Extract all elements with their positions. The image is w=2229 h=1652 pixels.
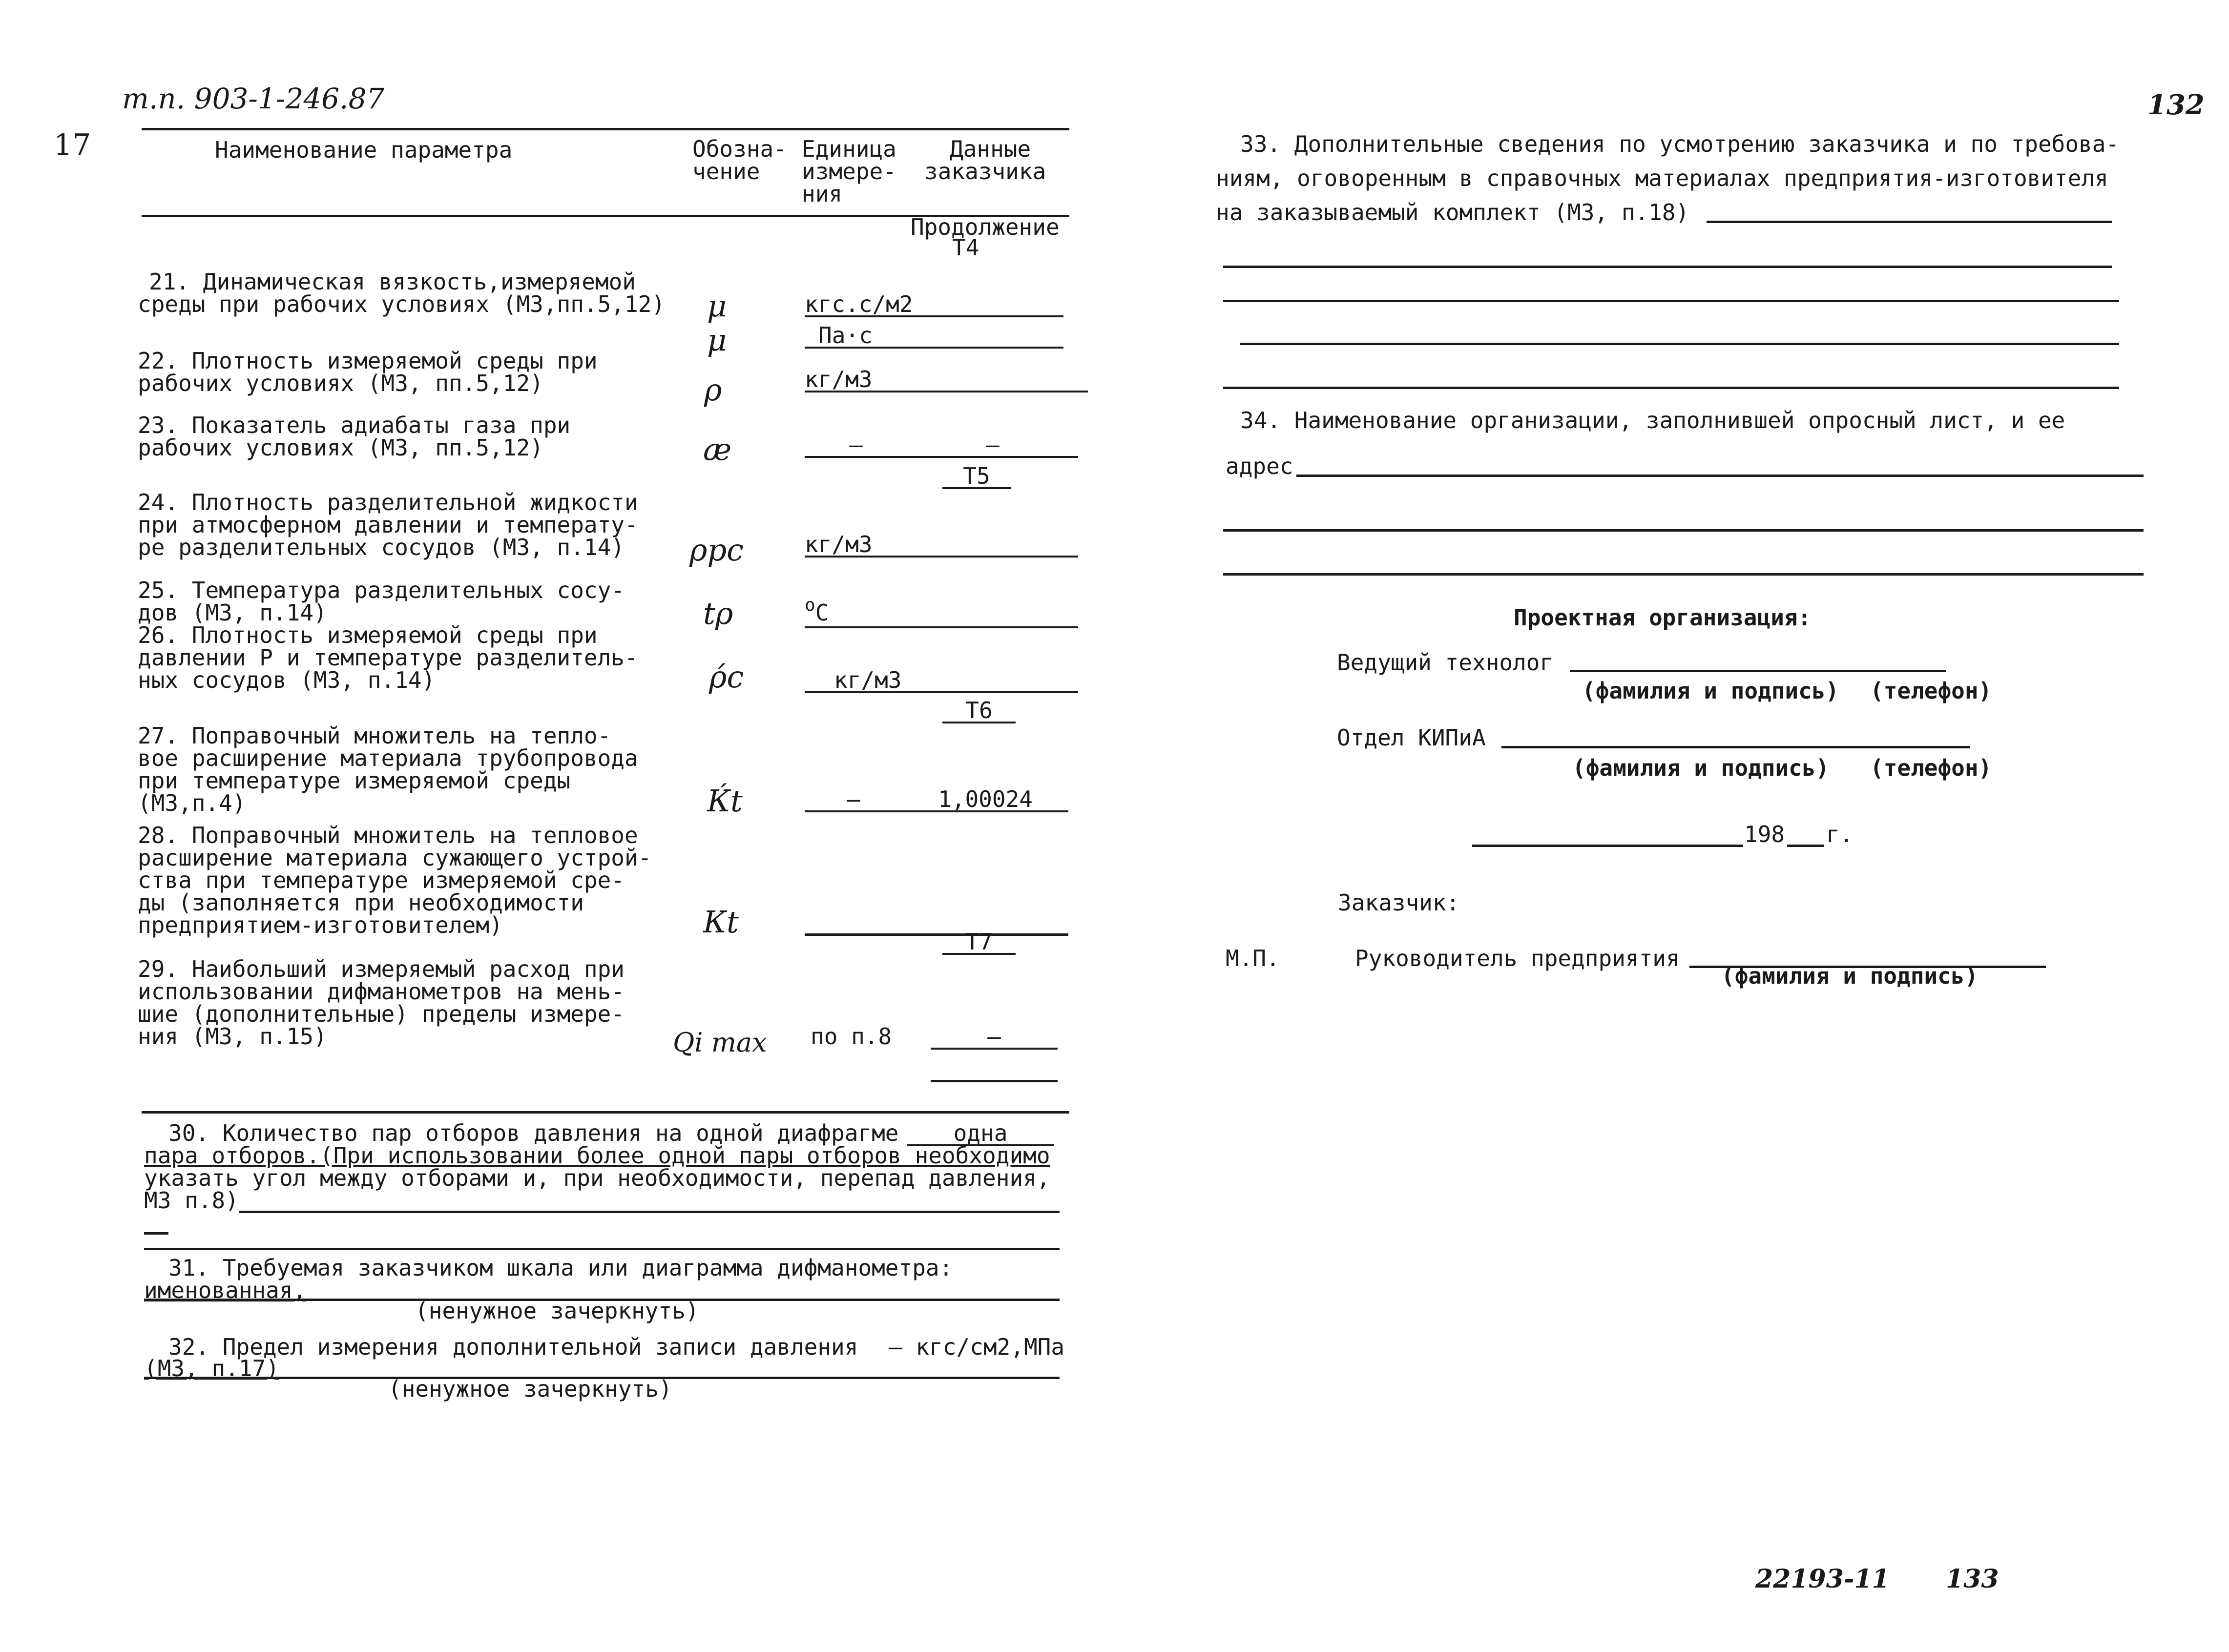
item-33-fill-line-5	[1223, 387, 2119, 389]
col-header-unit-3: ния	[802, 181, 843, 207]
item-28-line-3: ства при температуре измеряемой сре-	[138, 867, 625, 893]
item-28-line-4: ды (заполняется при необходимости	[138, 889, 584, 916]
item-27-line-2: вое расширение материала трубопровода	[138, 745, 638, 771]
item-34-fill-line-2	[1223, 529, 2144, 532]
item-24-symbol: ρрс	[689, 532, 744, 568]
item-32-line-1: 32. Предел измерения дополнительной записи давления	[168, 1334, 858, 1360]
item-21-unit-1: кгс.с/м2	[805, 293, 1063, 317]
table-tag-t5: Т5	[942, 465, 1011, 489]
item-22-line-1: 22. Плотность измеряемой среды при	[138, 348, 598, 374]
item-30-fill-line-2	[144, 1248, 1060, 1250]
item-34-fill-line-3	[1223, 573, 2144, 576]
table-tag-t7: Т7	[942, 930, 1016, 955]
item-31-note: (ненужное зачеркнуть)	[415, 1298, 699, 1324]
item-26-line-1: 26. Плотность измеряемой среды при	[138, 622, 598, 648]
item-32-value: – кгс/см2,МПа	[889, 1334, 1065, 1360]
date-line	[1472, 845, 1743, 847]
item-25-line-2: дов (М3, п.14)	[138, 599, 327, 626]
lead-technologist-line	[1570, 670, 1946, 672]
item-34-line-1: 34. Наименование организации, заполнившей опросный лист, и ее	[1240, 407, 2065, 434]
item-34-line-2: адрес	[1226, 453, 1293, 479]
item-29-line-1: 29. Наибольший измеряемый расход при	[138, 956, 625, 982]
stamp-label: М.П.	[1226, 945, 1280, 971]
table-tag-t6: Т6	[942, 699, 1016, 723]
item-25-symbol: tρ	[703, 596, 733, 631]
degree-mark: о	[805, 595, 815, 615]
item-28-symbol: Кt	[703, 904, 739, 940]
col-header-customer-1: Данные	[950, 136, 1031, 162]
kip-dept-line	[1501, 746, 1970, 748]
item-33-line-3: на заказываемый комплект (М3, п.18)	[1216, 199, 1689, 226]
item-33-line-2: ниям, оговоренным в справочных материалах предприятия-изготовителя	[1216, 165, 2108, 191]
item-33-fill-line-2	[1223, 266, 2112, 268]
kip-dept-sign-caption: (фамилия и подпись)	[1572, 755, 1830, 781]
item-32-line-2: (М3, п.17)	[144, 1355, 279, 1382]
item-27-line-3: при температуре измеряемой среды	[138, 767, 571, 794]
lead-technologist-sign-caption: (фамилия и подпись)	[1582, 678, 1839, 704]
item-23-value: –	[907, 434, 1078, 458]
item-26-unit: кг/м3	[805, 669, 1078, 693]
item-29-extra-line	[931, 1080, 1058, 1082]
item-29-value: –	[931, 1025, 1058, 1050]
item-28-line-5: предприятием-изготовителем)	[138, 912, 503, 938]
table-top-rule	[142, 128, 1069, 130]
year-line	[1787, 845, 1824, 847]
item-32-note: (ненужное зачеркнуть)	[388, 1376, 672, 1402]
footer-code: 22193-11	[1755, 1564, 1890, 1594]
item-30-line-3: указать угол между отборами и, при необходимости, перепад давления,	[144, 1165, 1050, 1191]
item-29-line-2: использовании дифманометров на мень-	[138, 978, 625, 1005]
col-header-symbol-1: Обозна-	[692, 136, 787, 162]
item-27-unit: –	[805, 788, 902, 812]
item-25-unit-letter: С	[815, 599, 829, 626]
kip-dept-phone-caption: (телефон)	[1870, 755, 1992, 781]
table-bottom-rule	[142, 1111, 1069, 1114]
document-code: т.п. 903-1-246.87	[122, 82, 385, 115]
item-29-symbol: Qi max	[673, 1027, 767, 1058]
item-27-line-1: 27. Поправочный множитель на тепло-	[138, 723, 611, 749]
item-33-fill-line-1	[1707, 221, 2112, 223]
col-header-customer-2: заказчика	[924, 158, 1046, 185]
col-header-unit-1: Единица	[802, 136, 896, 162]
item-25-unit	[805, 595, 1078, 628]
item-31-line-1: 31. Требуемая заказчиком шкала или диаграмма дифманометра:	[168, 1255, 953, 1281]
item-28-value-line	[805, 933, 1068, 936]
item-24-line-3: ре разделительных сосудов (М3, п.14)	[138, 534, 625, 560]
continuation-label: Продолжение	[911, 214, 1060, 240]
lead-technologist-label: Ведущий технолог	[1337, 649, 1554, 676]
item-33-fill-line-3	[1223, 300, 2119, 302]
item-33-line-1: 33. Дополнительные сведения по усмотрению заказчика и по требова-	[1240, 131, 2120, 157]
item-30-line-4: М3 п.8)	[144, 1187, 239, 1214]
item-23-line-2: рабочих условиях (М3, пп.5,12)	[138, 434, 543, 461]
item-30-line-2: пара отборов.(При использовании более одной пары отборов необходимо	[144, 1142, 1050, 1169]
item-26-line-2: давлении Р и температуре разделитель-	[138, 644, 638, 671]
head-sign-caption: (фамилия и подпись)	[1721, 963, 1979, 989]
item-21-symbol-2: μ	[707, 322, 727, 358]
page-number: 132	[2147, 89, 2205, 121]
item-28-line-2: расширение материала сужающего устрой-	[138, 845, 652, 871]
item-33-fill-line-4	[1240, 343, 2119, 345]
item-27-symbol: Ќt	[707, 783, 743, 819]
item-25-line-1: 25. Температура разделительных сосу-	[138, 577, 625, 603]
item-24-line-2: при атмосферном давлении и температу-	[138, 512, 638, 538]
year-prefix: 198	[1744, 821, 1785, 847]
continuation-table: Т4	[952, 234, 979, 261]
head-label: Руководитель предприятия	[1355, 945, 1680, 971]
item-30-answer: одна	[907, 1122, 1054, 1146]
item-24-line-1: 24. Плотность разделительной жидкости	[138, 489, 638, 516]
footer-page: 133	[1946, 1564, 1999, 1594]
item-21-line-2: среды при рабочих условиях (М3,пп.5,12)	[138, 291, 666, 317]
item-26-line-3: ных сосудов (М3, п.14)	[138, 667, 436, 693]
item-23-line-1: 23. Показатель адиабаты газа при	[138, 412, 571, 438]
item-27-value: 1,00024	[902, 788, 1068, 812]
item-29-unit: по п.8	[811, 1023, 892, 1050]
item-30-line-1: 30. Количество пар отборов давления на одной диафрагме	[168, 1120, 899, 1146]
col-header-symbol-2: чение	[692, 158, 760, 185]
left-margin-mark: 17	[54, 128, 91, 162]
item-24-unit: кг/м3	[805, 533, 1078, 558]
item-29-line-3: шие (дополнительные) пределы измере-	[138, 1001, 625, 1027]
design-org-title: Проектная организация:	[1514, 604, 1812, 631]
item-23-unit: –	[805, 434, 907, 458]
item-28-line-1: 28. Поправочный множитель на тепловое	[138, 822, 638, 848]
item-21-symbol-1: μ	[707, 288, 727, 324]
item-21-line-1: 21. Динамическая вязкость,измеряемой	[149, 268, 636, 295]
item-30-fill-line-1	[239, 1211, 1060, 1213]
item-34-fill-line-1	[1296, 475, 2144, 477]
item-22-symbol: ρ	[704, 372, 722, 408]
item-27-line-4: (М3,п.4)	[138, 790, 246, 816]
item-31-line-2: именованная,	[144, 1277, 307, 1303]
year-suffix: г.	[1826, 821, 1854, 847]
col-header-unit-2: измере-	[802, 158, 896, 185]
item-22-unit: кг/м3	[805, 368, 1088, 392]
item-30-dash	[144, 1232, 168, 1235]
item-22-line-2: рабочих условиях (М3, пп.5,12)	[138, 370, 543, 396]
item-29-line-4: ния (М3, п.15)	[138, 1023, 327, 1050]
item-21-unit-2: Па·с	[805, 324, 1063, 349]
item-23-symbol: æ	[703, 432, 732, 467]
kip-dept-label: Отдел КИПиА	[1337, 724, 1486, 751]
item-26-symbol: ρ́с	[709, 659, 744, 695]
col-header-name: Наименование параметра	[215, 137, 513, 163]
customer-label: Заказчик:	[1338, 889, 1460, 916]
lead-technologist-phone-caption: (телефон)	[1870, 678, 1992, 704]
